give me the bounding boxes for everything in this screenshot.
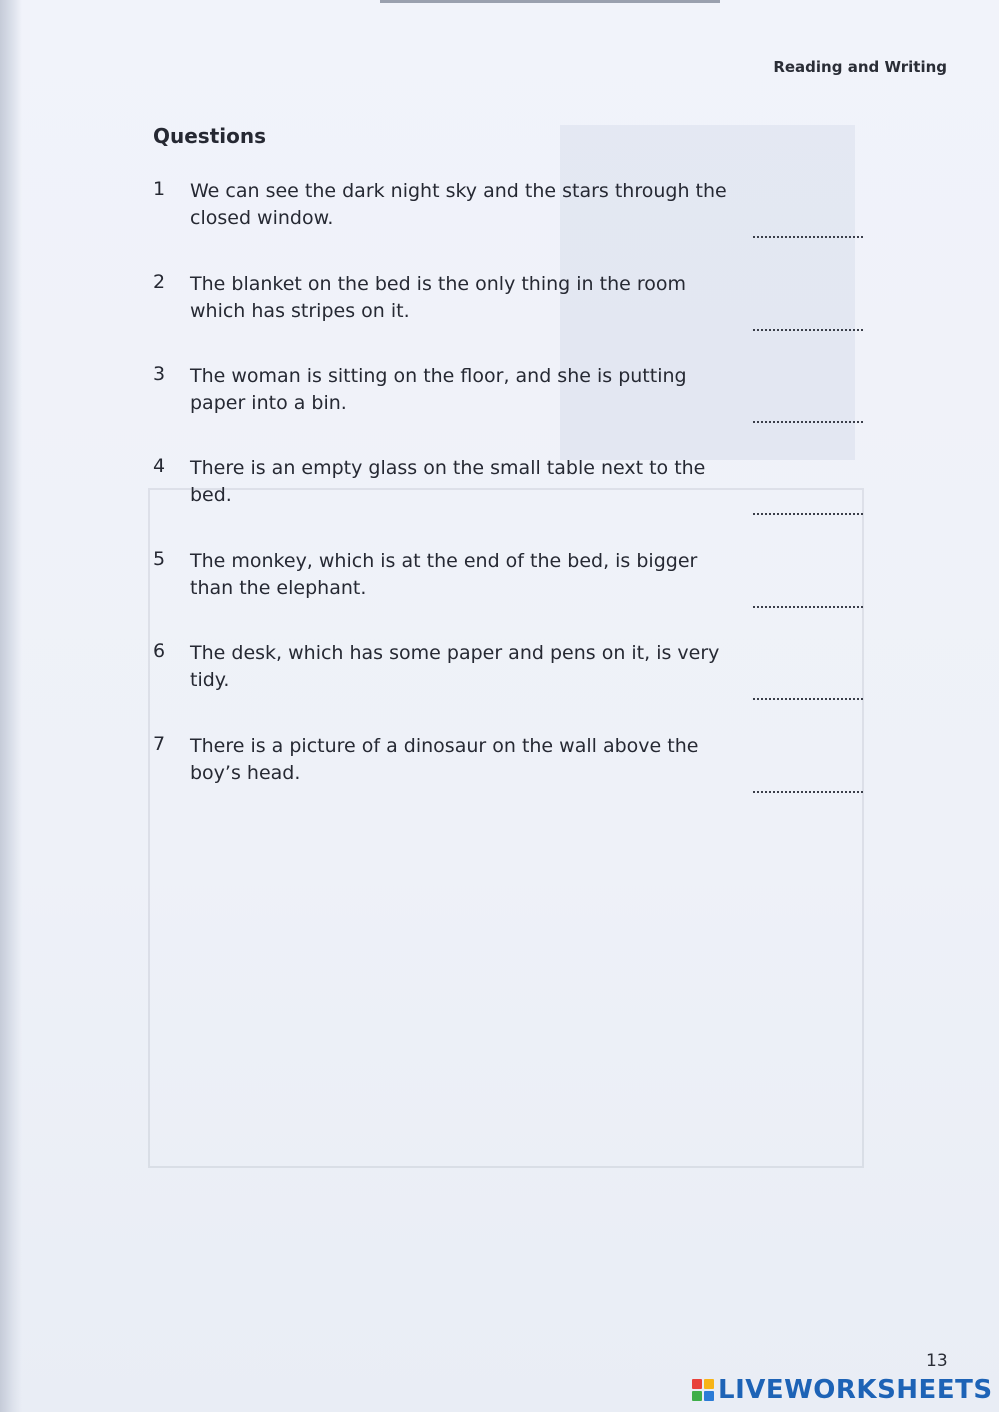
question-number: 3 <box>153 363 166 385</box>
liveworksheets-logo-icon <box>692 1379 714 1401</box>
question-item <box>153 178 863 238</box>
question-item <box>153 455 863 515</box>
answer-field[interactable] <box>753 220 863 238</box>
question-number: 2 <box>153 271 166 293</box>
question-item <box>153 733 863 793</box>
question-number: 4 <box>153 455 166 477</box>
question-text: The blanket on the bed is the only thing in the room which has stripes on it. <box>190 273 686 322</box>
question-text: The desk, which has some paper and pens on it, is very tidy. <box>190 642 720 691</box>
question-number: 7 <box>153 733 166 755</box>
answer-field[interactable] <box>753 405 863 423</box>
page-top-edge <box>380 0 720 3</box>
question-text: There is a picture of a dinosaur on the wall above the boy’s head. <box>190 735 699 784</box>
question-number: 6 <box>153 640 166 662</box>
question-text: The woman is sitting on the floor, and she is putting paper into a bin. <box>190 365 687 414</box>
answer-field[interactable] <box>753 590 863 608</box>
brand-name: LIVEWORKSHEETS <box>718 1375 993 1405</box>
logo-square <box>692 1391 702 1401</box>
page-spine-shadow <box>0 0 22 1412</box>
answer-field[interactable] <box>753 313 863 331</box>
logo-square <box>704 1391 714 1401</box>
question-text: There is an empty glass on the small table next to the bed. <box>190 457 706 506</box>
section-header: Reading and Writing <box>773 58 947 76</box>
answer-field[interactable] <box>753 775 863 793</box>
question-item <box>153 271 863 331</box>
page-number: 13 <box>926 1351 948 1371</box>
question-number: 1 <box>153 178 166 200</box>
answer-field[interactable] <box>753 497 863 515</box>
question-item <box>153 640 863 700</box>
liveworksheets-brand[interactable] <box>692 1374 993 1406</box>
question-item <box>153 548 863 608</box>
question-item <box>153 363 863 423</box>
logo-square <box>692 1379 702 1389</box>
question-text: The monkey, which is at the end of the bed, is bigger than the elephant. <box>190 550 698 599</box>
question-number: 5 <box>153 548 166 570</box>
questions-heading: Questions <box>153 124 267 148</box>
question-text: We can see the dark night sky and the stars through the closed window. <box>190 180 727 229</box>
logo-square <box>704 1379 714 1389</box>
answer-field[interactable] <box>753 682 863 700</box>
